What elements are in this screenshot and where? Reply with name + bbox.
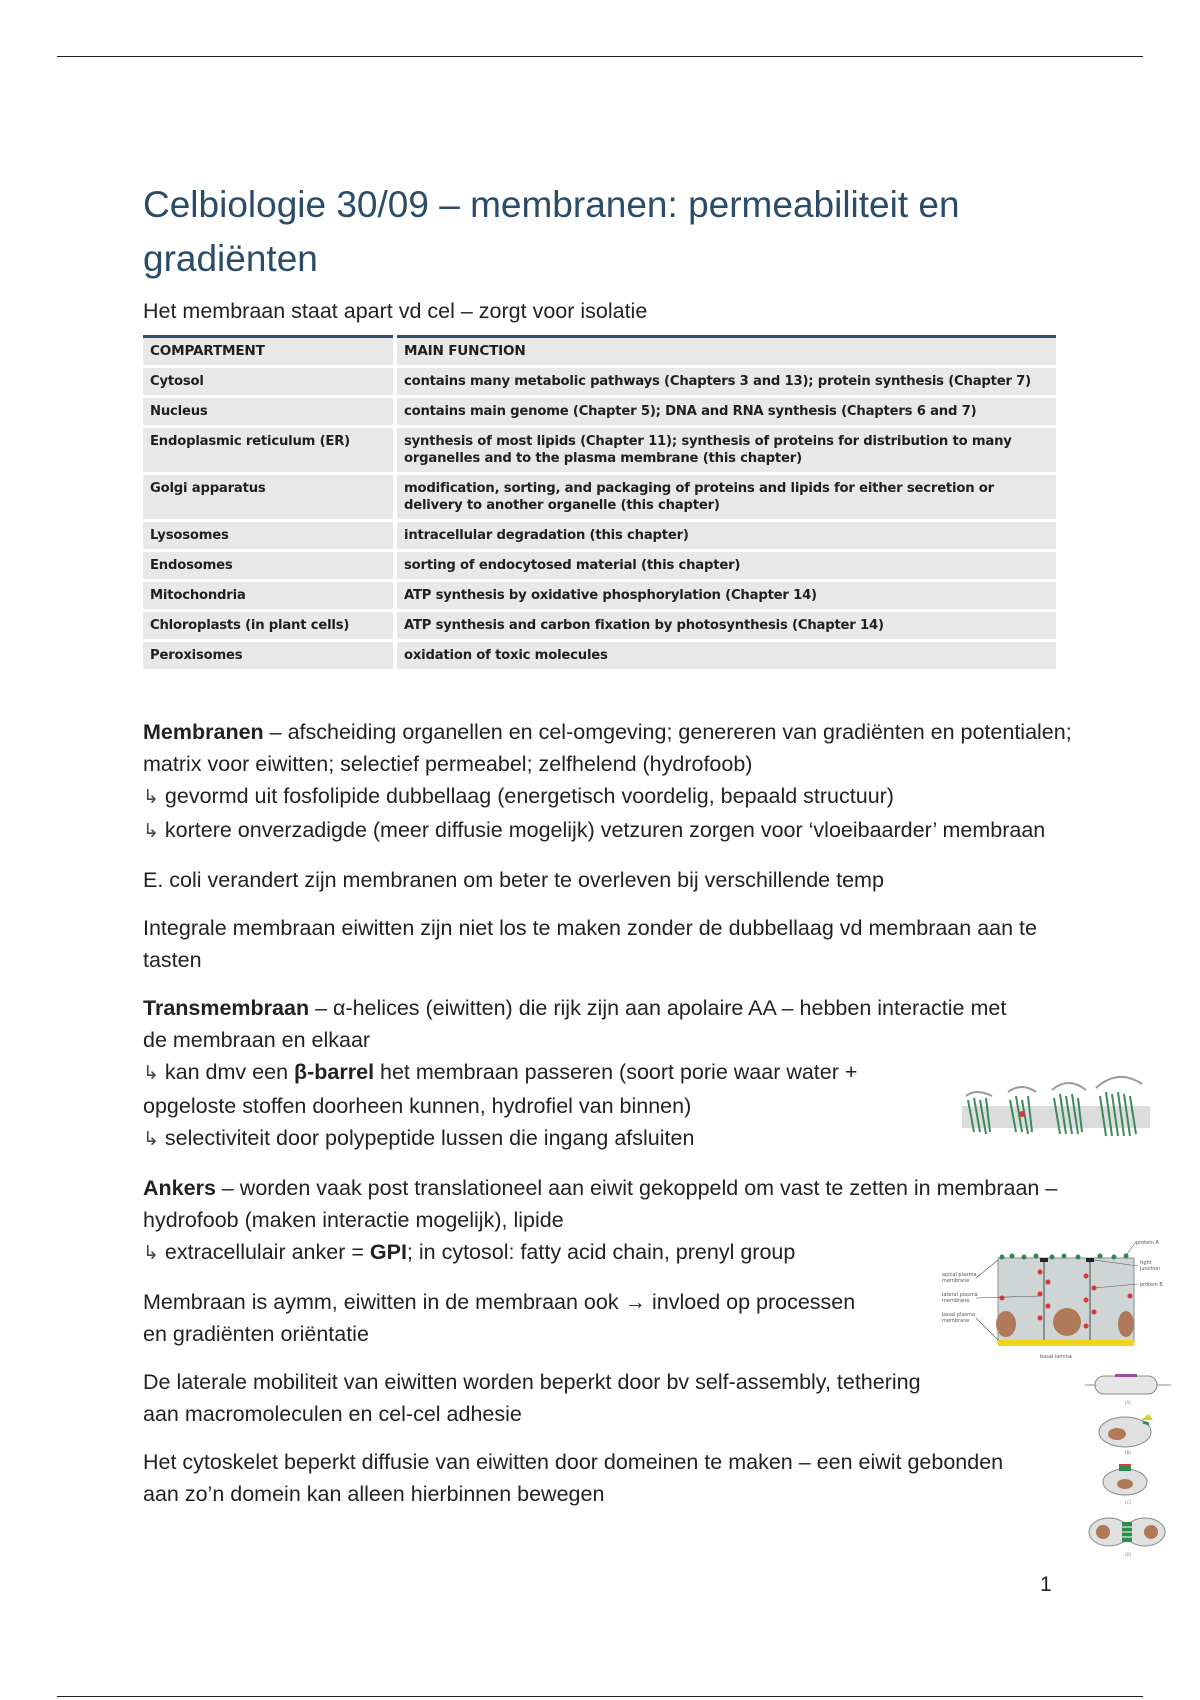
page-title: Celbiologie 30/09 – membranen: permeabiliteit en gradiënten: [143, 184, 960, 279]
ankers-text: – worden vaak post translationeel aan eiwit gekoppeld om vast te zetten in membraan – hydrofoob (maken interactie mogelijk), lipide: [143, 1176, 1058, 1232]
table-header-compartment: COMPARTMENT: [143, 337, 395, 367]
sub-arrow-icon: ↳: [143, 787, 159, 808]
transmembraan-sub-2-text: selectiviteit door polypeptide lussen die ingang afsluiten: [164, 1126, 695, 1150]
beta-barrel-figure: [962, 1070, 1150, 1148]
compartment-cell: Mitochondria: [143, 581, 395, 611]
integrale-paragraph: Integrale membraan eiwitten zijn niet los te maken zonder de dubbellaag vd membraan aan te tasten: [143, 916, 1037, 972]
cell-nucleus: [996, 1311, 1016, 1337]
function-cell: sorting of endocytosed material (this chapter): [395, 551, 1056, 581]
transmembraan-sub-2: [143, 1122, 1013, 1156]
svg-text:protein A: protein A: [1136, 1240, 1159, 1246]
svg-text:(D): (D): [1125, 1552, 1132, 1557]
labels-left: [942, 1272, 978, 1324]
ankers-term: Ankers: [143, 1176, 216, 1200]
svg-text:lateral plasma: lateral plasma: [942, 1292, 978, 1298]
membranen-term: Membranen: [143, 720, 264, 744]
sub-arrow-icon: ↳: [143, 1129, 159, 1150]
ankers-paragraph: [143, 1172, 1073, 1270]
page-number: 1: [1040, 1573, 1052, 1596]
svg-text:(A): (A): [1125, 1400, 1131, 1405]
restriction-b: [1099, 1414, 1153, 1455]
table-row: [143, 581, 1056, 611]
transmembraan-sub-1-pre: kan dmv een: [164, 1060, 294, 1084]
transmembraan-sub-1: [143, 1056, 943, 1122]
table-header-row: [143, 337, 1056, 367]
membranen-sub-1: [143, 780, 1073, 814]
compartment-cell: Golgi apparatus: [143, 474, 395, 521]
restriction-a: [1085, 1374, 1171, 1405]
gpi-term: GPI: [369, 1240, 407, 1264]
svg-text:apical plasma: apical plasma: [942, 1272, 977, 1278]
compartment-cell: Endoplasmic reticulum (ER): [143, 427, 395, 474]
aymm-paragraph: Membraan is aymm, eiwitten in de membraan ook → invloed op processen en gradiënten oriëntatie: [143, 1290, 856, 1346]
function-cell: oxidation of toxic molecules: [395, 641, 1056, 671]
transmembraan-term: Transmembraan: [143, 996, 310, 1020]
sub-arrow-icon: ↳: [143, 1063, 159, 1084]
ankers-sub-1-post: ; in cytosol: fatty acid chain, prenyl group: [406, 1240, 796, 1264]
svg-text:(C): (C): [1125, 1500, 1131, 1505]
transmembraan-text: – α-helices (eiwitten) die rijk zijn aan apolaire AA – hebben interactie met de membraan en elkaar: [143, 996, 1007, 1052]
svg-text:basal plasma: basal plasma: [942, 1312, 976, 1318]
compartment-cell: Endosomes: [143, 551, 395, 581]
table-row: [143, 551, 1056, 581]
table-row: [143, 474, 1056, 521]
membranen-sub-2-text: kortere onverzadigde (meer diffusie mogelijk) vetzuren zorgen voor ‘vloeibaarder’ membraan: [164, 818, 1046, 842]
ankers-sub-1-pre: extracellulair anker =: [164, 1240, 370, 1264]
cell-nucleus: [1053, 1308, 1081, 1336]
sub-arrow-icon: ↳: [143, 821, 159, 842]
compartment-cell: Cytosol: [143, 367, 395, 397]
function-cell: ATP synthesis by oxidative phosphorylation (Chapter 14): [395, 581, 1056, 611]
table-row: [143, 611, 1056, 641]
svg-text:membrane: membrane: [942, 1318, 970, 1324]
svg-text:basal lamina: basal lamina: [1040, 1354, 1072, 1360]
compartment-cell: Nucleus: [143, 397, 395, 427]
function-cell: intracellular degradation (this chapter): [395, 521, 1056, 551]
function-cell: ATP synthesis and carbon fixation by photosynthesis (Chapter 14): [395, 611, 1056, 641]
diffusion-restriction-figure: [1085, 1370, 1175, 1562]
svg-text:protein B: protein B: [1140, 1282, 1163, 1288]
svg-text:junction: junction: [1140, 1266, 1161, 1272]
laterale-paragraph: De laterale mobiliteit van eiwitten worden beperkt door bv self-assembly, tethering aan macromoleculen en cel-cel adhesie: [143, 1370, 921, 1426]
footer-rule: [57, 1696, 1143, 1697]
compartment-table: [143, 335, 1056, 672]
function-cell: contains main genome (Chapter 5); DNA and RNA synthesis (Chapters 6 and 7): [395, 397, 1056, 427]
beta-barrel-term: β-barrel: [294, 1060, 375, 1084]
membranen-sub-1-text: gevormd uit fosfolipide dubbellaag (energetisch voordelig, bepaald structuur): [164, 784, 894, 808]
basal-lamina: [998, 1340, 1134, 1346]
epithelial-cells-figure: [940, 1236, 1172, 1361]
function-cell: synthesis of most lipids (Chapter 11); synthesis of proteins for distribution to many organelles and to the plasma membrane (this chapter): [395, 427, 1056, 474]
function-cell: contains many metabolic pathways (Chapters 3 and 13); protein synthesis (Chapter 7): [395, 367, 1056, 397]
table-row: [143, 427, 1056, 474]
cell-nucleus: [1118, 1311, 1134, 1337]
compartment-cell: Chloroplasts (in plant cells): [143, 611, 395, 641]
compartment-cell: Lysosomes: [143, 521, 395, 551]
membranen-text: – afscheiding organellen en cel-omgeving; genereren van gradiënten en potentialen; matrix voor eiwitten; selectief permeabel; zelfhelend (hydrofoob): [143, 720, 1072, 776]
transmembraan-sub-1-post: het membraan passeren (soort porie waar water + opgeloste stoffen doorheen kunnen, hydrofiel van binnen): [143, 1060, 858, 1118]
table-row: [143, 641, 1056, 671]
sub-arrow-icon: ↳: [143, 1243, 159, 1264]
function-cell: modification, sorting, and packaging of proteins and lipids for either secretion or delivery to another organelle (this chapter): [395, 474, 1056, 521]
page-content: [143, 178, 1073, 1510]
cytoskelet-paragraph: Het cytoskelet beperkt diffusie van eiwitten door domeinen te maken – een eiwit gebonden aan zo’n domein kan alleen hierbinnen bewegen: [143, 1450, 1004, 1506]
svg-text:(B): (B): [1125, 1450, 1131, 1455]
membranen-paragraph: [143, 716, 1073, 848]
table-row: [143, 521, 1056, 551]
table-row: [143, 397, 1056, 427]
table-row: [143, 367, 1056, 397]
svg-text:membrane: membrane: [942, 1278, 970, 1284]
table-header-function: MAIN FUNCTION: [395, 337, 1056, 367]
transmembraan-paragraph: [143, 992, 1013, 1156]
compartment-cell: Peroxisomes: [143, 641, 395, 671]
subtitle: Het membraan staat apart vd cel – zorgt voor isolatie: [143, 299, 648, 323]
ankers-sub-1: [143, 1236, 1073, 1270]
svg-text:membrane: membrane: [942, 1298, 970, 1304]
restriction-c: [1103, 1464, 1147, 1505]
membranen-sub-2: [143, 814, 1073, 848]
ecoli-paragraph: E. coli verandert zijn membranen om beter te overleven bij verschillende temp: [143, 868, 884, 892]
header-rule: [57, 56, 1143, 57]
restriction-d: [1089, 1518, 1165, 1557]
svg-text:tight: tight: [1140, 1260, 1152, 1266]
